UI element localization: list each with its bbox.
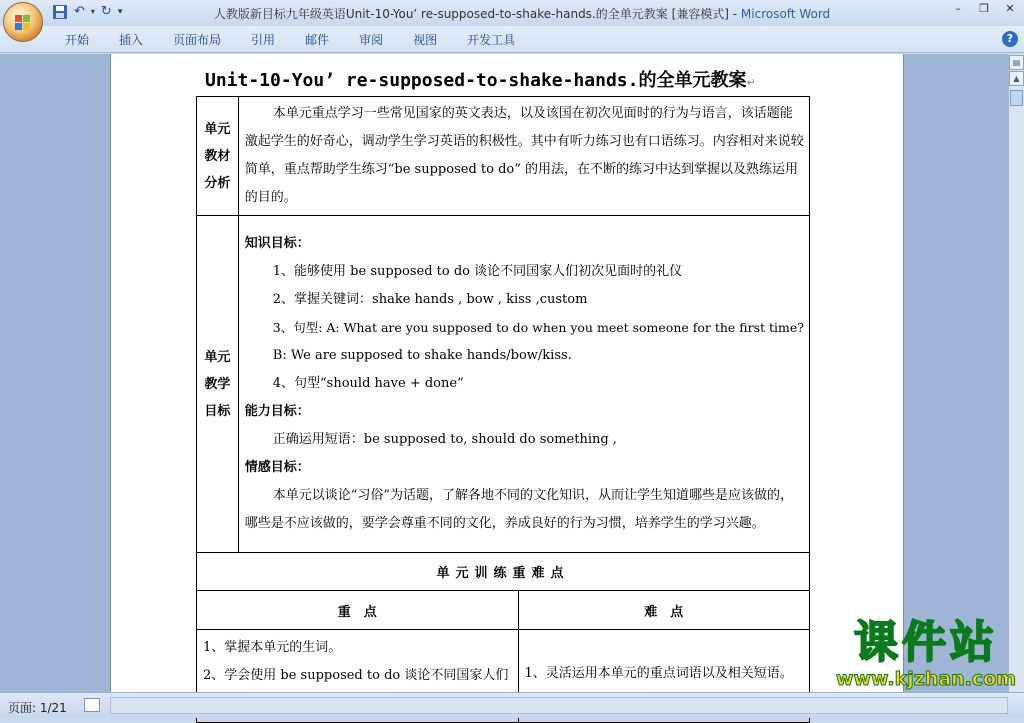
teaching-goals	[238, 216, 809, 553]
emotion-goals-heading: 情感目标：	[244, 460, 310, 475]
scroll-up-icon[interactable]: ▲	[1009, 71, 1024, 86]
window-title: 人教版新目标九年级英语Unit-10-You’ re-supposed-to-shake-hands.的全单元教案 [兼容模式] - Microsoft Word	[213, 7, 831, 21]
difficulties-column-head: 难 点	[644, 604, 684, 620]
row-label: 单元 教学 目标	[197, 216, 239, 553]
undo-dropdown-icon[interactable]: ▾	[90, 7, 95, 16]
redo-icon[interactable]: ↻	[100, 4, 112, 19]
title-bar	[0, 0, 1024, 26]
page-count[interactable]: 页面: 1/21	[8, 701, 67, 715]
watermark-text: 课件站	[853, 617, 998, 668]
document-title: Unit-10-You’ re-supposed-to-shake-hands.的全单元教案↵	[205, 70, 756, 91]
row-label: 单元 教材 分析	[197, 97, 239, 216]
ability-goals-heading: 能力目标：	[244, 404, 310, 419]
status-bar	[0, 692, 1024, 718]
tab-references[interactable]: 引用	[251, 33, 276, 47]
table-row	[197, 591, 810, 630]
office-logo-icon	[13, 12, 33, 32]
document-area[interactable]	[0, 54, 1008, 692]
list-item: 1、灵活运用本单元的重点词语以及相关短语。	[524, 666, 793, 681]
watermark-logo	[836, 618, 1016, 690]
close-icon[interactable]: ✕	[1005, 2, 1015, 15]
window-controls	[950, 2, 1018, 18]
scroll-thumb[interactable]	[1010, 90, 1023, 106]
list-item: 1、掌握本单元的生词。	[203, 640, 342, 655]
emotion-goals-text: 本单元以谈论“习俗”为话题，了解各地不同的文化知识，从而让学生知道哪些是应该做的，哪些是不应该做的，要学会尊重不同的文化，养成良好的行为习惯，培养学生的学习兴趣。	[244, 488, 794, 531]
list-item: B: We are supposed to shake hands/bow/kiss.	[272, 348, 572, 363]
lesson-plan-table	[196, 96, 810, 723]
tab-developer[interactable]: 开发工具	[467, 33, 516, 47]
help-icon[interactable]: ?	[1002, 31, 1018, 47]
status-area	[110, 697, 1008, 714]
ribbon-tab-bar	[0, 26, 1024, 53]
list-item: 3、句型: A: What are you supposed to do when you meet someone for the first time?	[272, 320, 804, 335]
table-row	[197, 97, 810, 216]
customize-qat-icon[interactable]: ▾	[117, 7, 123, 17]
tab-mailings[interactable]: 邮件	[305, 33, 330, 47]
tab-home[interactable]: 开始	[65, 33, 90, 47]
document-page[interactable]	[110, 54, 904, 692]
list-item: 4、句型“should have + done”	[272, 376, 464, 391]
tab-view[interactable]: 视图	[413, 33, 438, 47]
tab-insert[interactable]: 插入	[119, 33, 144, 47]
vertical-scrollbar[interactable]	[1008, 54, 1024, 692]
list-item: 2、学会使用 be supposed to do 谈论不同国家人们	[203, 668, 509, 683]
watermark-url: www.kjzhan.com	[835, 668, 1016, 690]
knowledge-goals-heading: 知识目标：	[244, 236, 310, 251]
unit-analysis-text: 本单元重点学习一些常见国家的英文表达，以及该国在初次见面时的行为与语言，该话题能激起学生的好奇心，调动学生学习英语的积极性。其中有听力练习也有口语练习。内容相对来说较简单，重点帮助学生练习“be supposed to do” 的用法，在不断的练习中达到掌握以及熟练运用的目的。	[238, 97, 809, 216]
key-points-heading: 单元训练重难点	[197, 553, 810, 591]
list-item: 正确运用短语：be supposed to, should do something ,	[272, 432, 617, 447]
list-item: 1、能够使用 be supposed to do 谈论不同国家人们初次见面时的礼仪	[272, 264, 683, 279]
tab-page-layout[interactable]: 页面布局	[173, 33, 222, 47]
table-row	[197, 553, 810, 591]
ruler-toggle-icon[interactable]: ▤	[1009, 55, 1024, 70]
minimize-icon[interactable]: –	[955, 2, 961, 15]
table-row	[197, 216, 810, 553]
key-points-column-head: 重 点	[197, 591, 518, 629]
list-item: 2、掌握关键词：shake hands , bow , kiss ,custom	[272, 292, 588, 307]
undo-icon[interactable]: ↶	[74, 4, 85, 19]
layout-icon[interactable]	[84, 698, 100, 712]
office-button[interactable]	[3, 2, 43, 42]
tab-review[interactable]: 审阅	[359, 33, 384, 47]
restore-icon[interactable]: ❐	[979, 2, 989, 15]
